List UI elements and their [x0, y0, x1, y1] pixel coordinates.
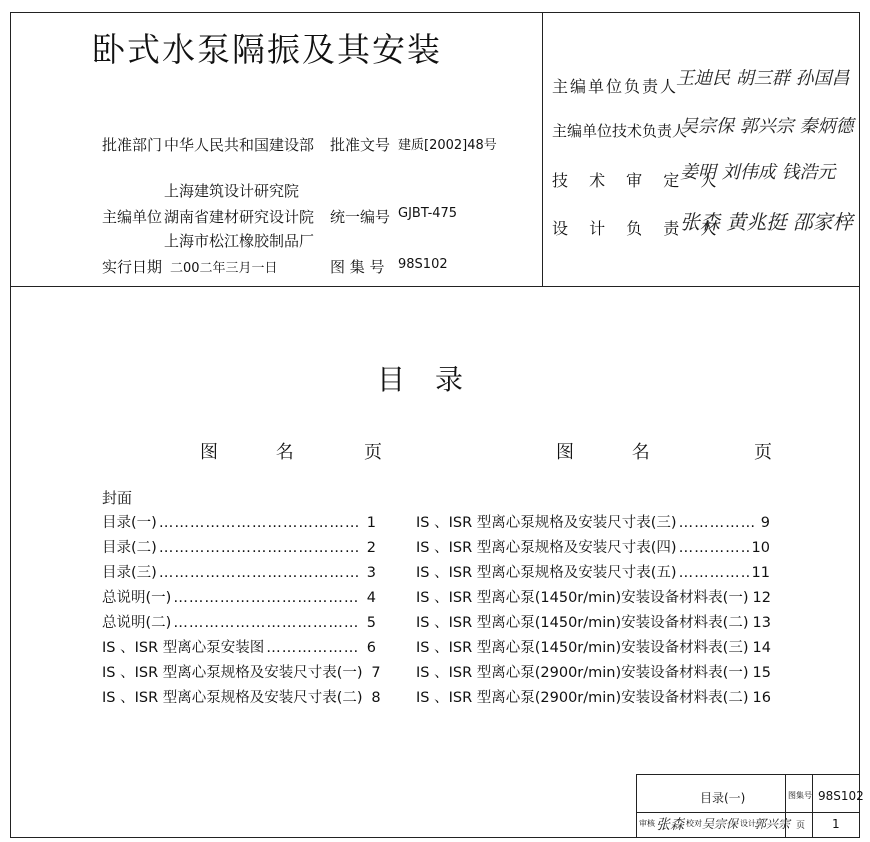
toc-entry	[416, 536, 770, 558]
toc-leader-dots	[173, 615, 360, 631]
editor-label: 主编单位	[102, 208, 163, 226]
toc-entry	[102, 611, 376, 633]
approval-no-label: 批准文号	[330, 136, 391, 154]
check-label: 校对	[686, 819, 702, 828]
toc-entry-page: 12	[752, 590, 771, 606]
toc-leader-dots	[159, 540, 360, 556]
atlas-label: 图 集 号	[330, 258, 385, 276]
toc-leader-dots	[679, 540, 750, 556]
toc-entry	[102, 636, 376, 658]
page-label: 页	[796, 821, 806, 831]
toc-entry-title: 目录(一)	[102, 515, 157, 531]
toc-entry	[416, 611, 770, 633]
editor-2: 湖南省建材研究设计院	[164, 208, 315, 226]
toc-heading: 目录	[376, 363, 493, 396]
date-label: 实行日期	[102, 258, 163, 276]
title-block-colline-2	[812, 774, 813, 838]
toc-entry-title: IS 、ISR 型离心泵(2900r/min)安装设备材料表(一)	[416, 665, 749, 681]
toc-entry-title: IS 、ISR 型离心泵规格及安装尺寸表(二)	[102, 690, 363, 706]
toc-entry-page: 3	[366, 565, 376, 581]
toc-entry-title: IS 、ISR 型离心泵(1450r/min)安装设备材料表(一)	[416, 590, 749, 606]
approval-dept: 中华人民共和国建设部	[164, 136, 315, 154]
sig-label-chief: 主编单位负责人	[552, 77, 679, 96]
atlas-no-value: 98S102	[818, 789, 864, 803]
header-split	[542, 12, 543, 287]
toc-entry-page: 1	[366, 515, 376, 531]
sig-label-review: 技 术 审 定 人	[552, 171, 725, 190]
col-header-name-left: 图 名	[200, 442, 320, 463]
toc-leader-dots	[266, 640, 360, 656]
sig-names-review: 姜明 刘伟成 钱浩元	[680, 162, 836, 183]
serial: GJBT-475	[398, 206, 458, 221]
toc-entry-title: IS 、ISR 型离心泵规格及安装尺寸表(三)	[416, 515, 677, 531]
toc-entry-title: IS 、ISR 型离心泵规格及安装尺寸表(五)	[416, 565, 677, 581]
sig-names-chief: 王迪民 胡三群 孙国昌	[676, 68, 850, 89]
col-header-name-right: 图 名	[556, 442, 676, 463]
check-signature: 吴宗保	[702, 817, 739, 831]
toc-entry	[416, 661, 770, 683]
col-header-page-right: 页	[754, 442, 772, 463]
toc-leader-dots	[159, 515, 360, 531]
toc-entry-page: 16	[752, 690, 771, 706]
toc-entry-page: 7	[371, 665, 381, 681]
toc-entry-page: 10	[751, 540, 770, 556]
toc-entry-page: 14	[752, 640, 771, 656]
toc-entry	[102, 511, 376, 533]
toc-entry-page: 15	[752, 665, 771, 681]
toc-entry-page: 13	[752, 615, 771, 631]
approval-no: 建质[2002]48号	[398, 138, 497, 153]
title-block-rowline	[636, 812, 860, 813]
design-signature: 郭兴宗	[754, 817, 791, 831]
toc-leader-dots	[679, 565, 750, 581]
toc-entry	[102, 661, 381, 683]
toc-leader-dots	[173, 590, 360, 606]
design-label: 设计	[740, 819, 756, 828]
sig-names-design: 张森 黄兆挺 邵家梓	[680, 210, 853, 234]
toc-entry-page: 2	[366, 540, 376, 556]
toc-entry	[416, 636, 770, 658]
review-signature: 张森	[656, 817, 684, 833]
toc-entry-page: 9	[760, 515, 770, 531]
toc-entry-title: 目录(三)	[102, 565, 157, 581]
page-number: 1	[832, 817, 840, 831]
toc-entry	[416, 686, 770, 708]
sig-label-tech: 主编单位技术负责人	[552, 122, 688, 140]
header-divider	[10, 286, 860, 287]
editor-1: 上海建筑设计研究院	[164, 182, 300, 200]
toc-leader-dots	[679, 515, 754, 531]
toc-entry-page: 4	[366, 590, 376, 606]
col-header-page-left: 页	[364, 442, 382, 463]
approval-dept-label: 批准部门	[102, 136, 163, 154]
toc-entry-title: IS 、ISR 型离心泵规格及安装尺寸表(一)	[102, 665, 363, 681]
atlas-no: 98S102	[398, 257, 448, 272]
toc-entry	[416, 561, 770, 583]
toc-entry	[416, 511, 770, 533]
serial-label: 统一编号	[330, 208, 391, 226]
sig-label-design: 设 计 负 责 人	[552, 219, 725, 238]
toc-entry	[102, 686, 381, 708]
toc-entry-title: 总说明(二)	[102, 615, 172, 631]
toc-entry-title: 总说明(一)	[102, 590, 172, 606]
toc-entry	[102, 561, 376, 583]
toc-leader-dots	[159, 565, 360, 581]
toc-entry	[416, 586, 770, 608]
sheet-title: 目录(一)	[700, 791, 746, 805]
sig-names-tech: 吴宗保 郭兴宗 秦炳德	[680, 116, 854, 137]
review-label: 审核	[639, 819, 655, 828]
toc-entry-title: IS 、ISR 型离心泵规格及安装尺寸表(四)	[416, 540, 677, 556]
toc-entry-page: 5	[366, 615, 376, 631]
toc-entry	[102, 536, 376, 558]
toc-entry-title: IS 、ISR 型离心泵(2900r/min)安装设备材料表(二)	[416, 690, 749, 706]
toc-entry-title: 目录(二)	[102, 540, 157, 556]
toc-entry-page: 8	[371, 690, 381, 706]
toc-cover: 封面	[102, 489, 133, 507]
toc-entry-title: IS 、ISR 型离心泵安装图	[102, 640, 265, 656]
toc-entry-title: IS 、ISR 型离心泵(1450r/min)安装设备材料表(二)	[416, 615, 749, 631]
date: 二00二年三月一日	[170, 261, 278, 276]
editor-3: 上海市松江橡胶制品厂	[164, 232, 315, 250]
document-title: 卧式水泵隔振及其安装	[92, 30, 442, 69]
toc-entry-page: 6	[366, 640, 376, 656]
toc-entry-title: IS 、ISR 型离心泵(1450r/min)安装设备材料表(三)	[416, 640, 749, 656]
toc-entry-page: 11	[751, 565, 770, 581]
toc-entry	[102, 586, 376, 608]
atlas-no-label: 图集号	[788, 791, 812, 800]
